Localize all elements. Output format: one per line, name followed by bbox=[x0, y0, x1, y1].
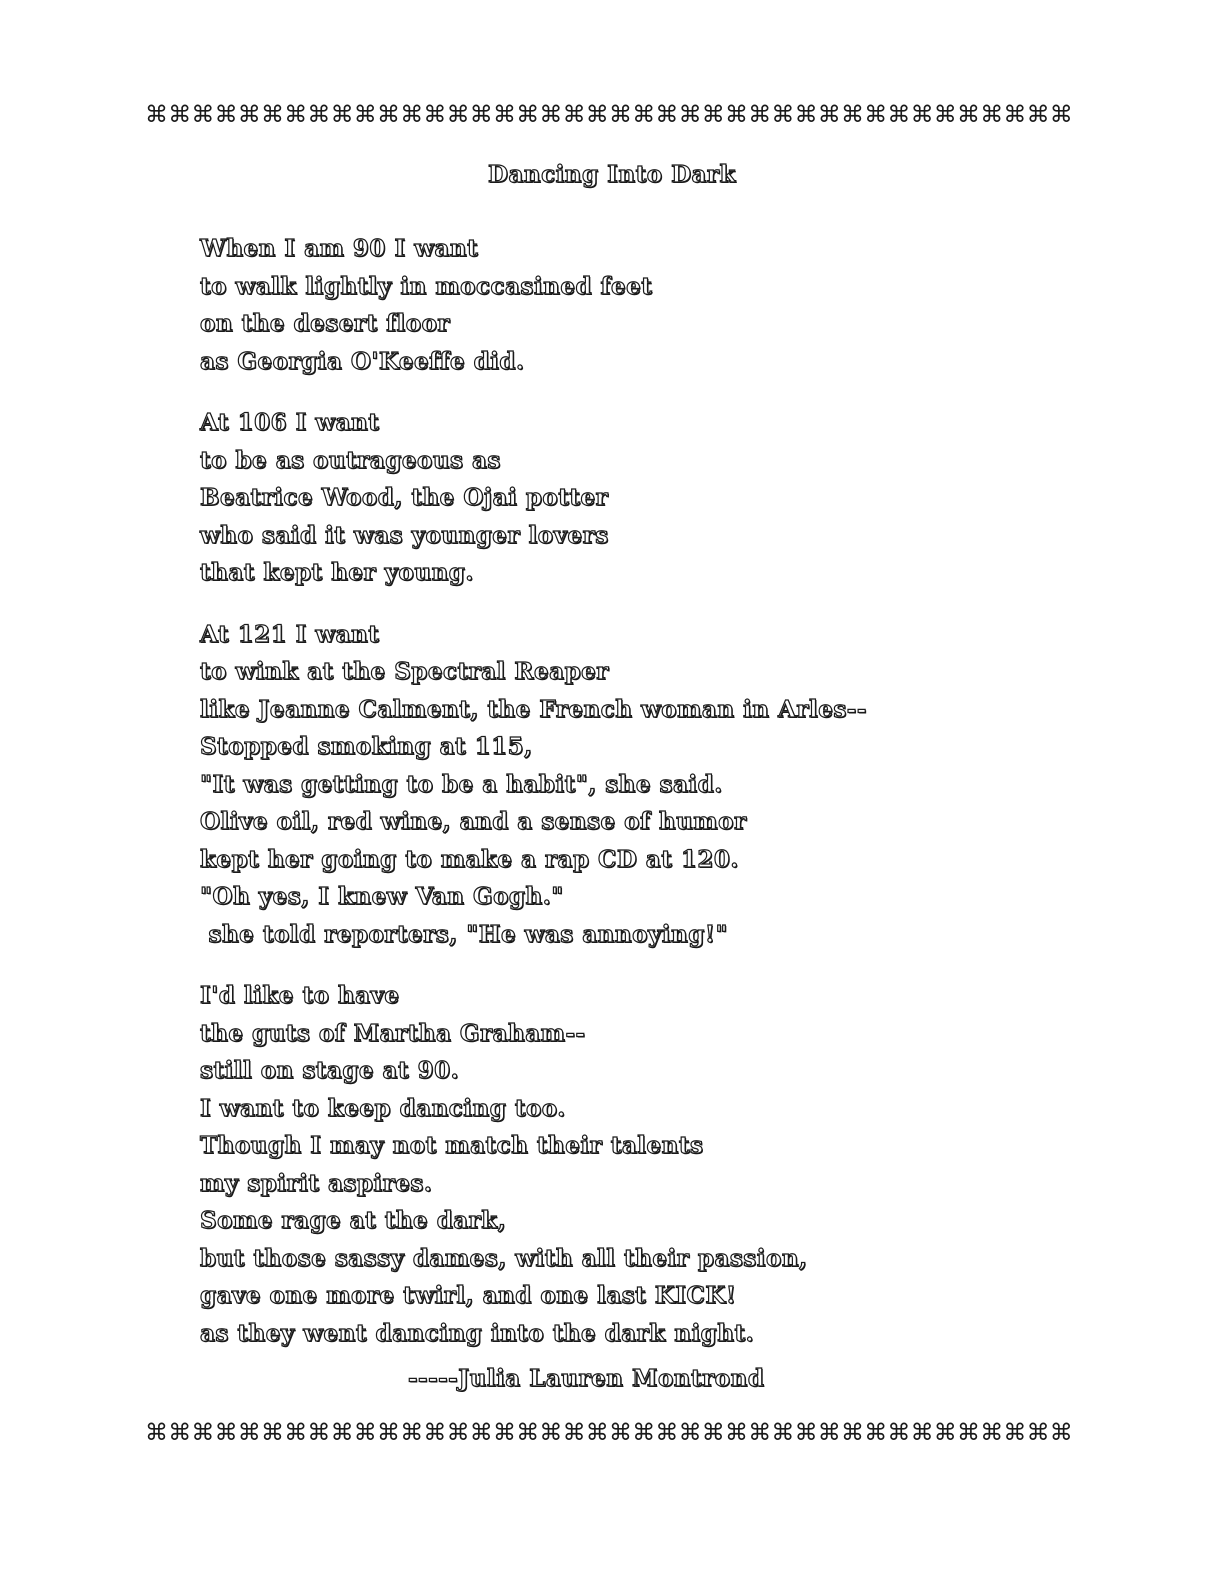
poem-line: Beatrice Wood, the Ojai potter bbox=[200, 484, 609, 511]
poem-line: to wink at the Spectral Reaper bbox=[200, 658, 609, 685]
poem-line: At 121 I want bbox=[200, 620, 380, 648]
poem-line: my spirit aspires. bbox=[200, 1169, 433, 1197]
stanza-4 bbox=[200, 977, 1100, 1352]
poem-line: "It was getting to be a habit", she said. bbox=[200, 770, 723, 798]
poem-line: she told reporters, "He was annoying!" bbox=[200, 920, 728, 948]
poem-line: Olive oil, red wine, and a sense of humor bbox=[200, 808, 747, 835]
poem-line: as they went dancing into the dark night. bbox=[200, 1319, 755, 1347]
poem-line: I'd like to have bbox=[200, 982, 400, 1009]
top-ornament-border: ⌘⌘⌘⌘⌘⌘⌘⌘⌘⌘⌘⌘⌘⌘⌘⌘⌘⌘⌘⌘⌘⌘⌘⌘⌘⌘⌘⌘⌘⌘⌘⌘⌘⌘⌘⌘⌘⌘⌘⌘ bbox=[145, 102, 1073, 128]
poem-line: who said it was younger lovers bbox=[200, 521, 609, 549]
poem-line: that kept her young. bbox=[200, 559, 474, 586]
poem-line: as Georgia O'Keeffe did. bbox=[200, 347, 525, 375]
poem-line: on the desert floor bbox=[200, 310, 451, 337]
poem-line: Though I may not match their talents bbox=[200, 1132, 704, 1159]
poem-line: but those sassy dames, with all their passion, bbox=[200, 1244, 808, 1272]
poem-line: gave one more twirl, and one last KICK! bbox=[200, 1282, 737, 1309]
bottom-ornament-border: ⌘⌘⌘⌘⌘⌘⌘⌘⌘⌘⌘⌘⌘⌘⌘⌘⌘⌘⌘⌘⌘⌘⌘⌘⌘⌘⌘⌘⌘⌘⌘⌘⌘⌘⌘⌘⌘⌘⌘⌘ bbox=[145, 1420, 1073, 1446]
poem-line: to walk lightly in moccasined feet bbox=[200, 272, 653, 300]
poem-line: I want to keep dancing too. bbox=[200, 1094, 566, 1122]
poem-line: Some rage at the dark, bbox=[200, 1207, 507, 1234]
stanza-2 bbox=[200, 404, 1100, 592]
poem-line: At 106 I want bbox=[200, 409, 380, 436]
poem-line: to be as outrageous as bbox=[200, 446, 501, 474]
author-signature: -----Julia Lauren Montrond bbox=[408, 1365, 765, 1392]
stanza-1 bbox=[200, 230, 1100, 380]
poem-line: like Jeanne Calment, the French woman in Arles-- bbox=[200, 695, 867, 723]
poem-line: When I am 90 I want bbox=[200, 235, 479, 262]
poem-title: Dancing Into Dark bbox=[488, 161, 736, 188]
poem-line: kept her going to make a rap CD at 120. bbox=[200, 845, 739, 873]
poem-line: the guts of Martha Graham-- bbox=[200, 1019, 586, 1047]
poem-body bbox=[200, 230, 1100, 1376]
poem-line: Stopped smoking at 115, bbox=[200, 733, 533, 760]
poem-line: still on stage at 90. bbox=[200, 1057, 460, 1084]
poem-line: "Oh yes, I knew Van Gogh." bbox=[200, 883, 564, 910]
stanza-3 bbox=[200, 616, 1100, 954]
